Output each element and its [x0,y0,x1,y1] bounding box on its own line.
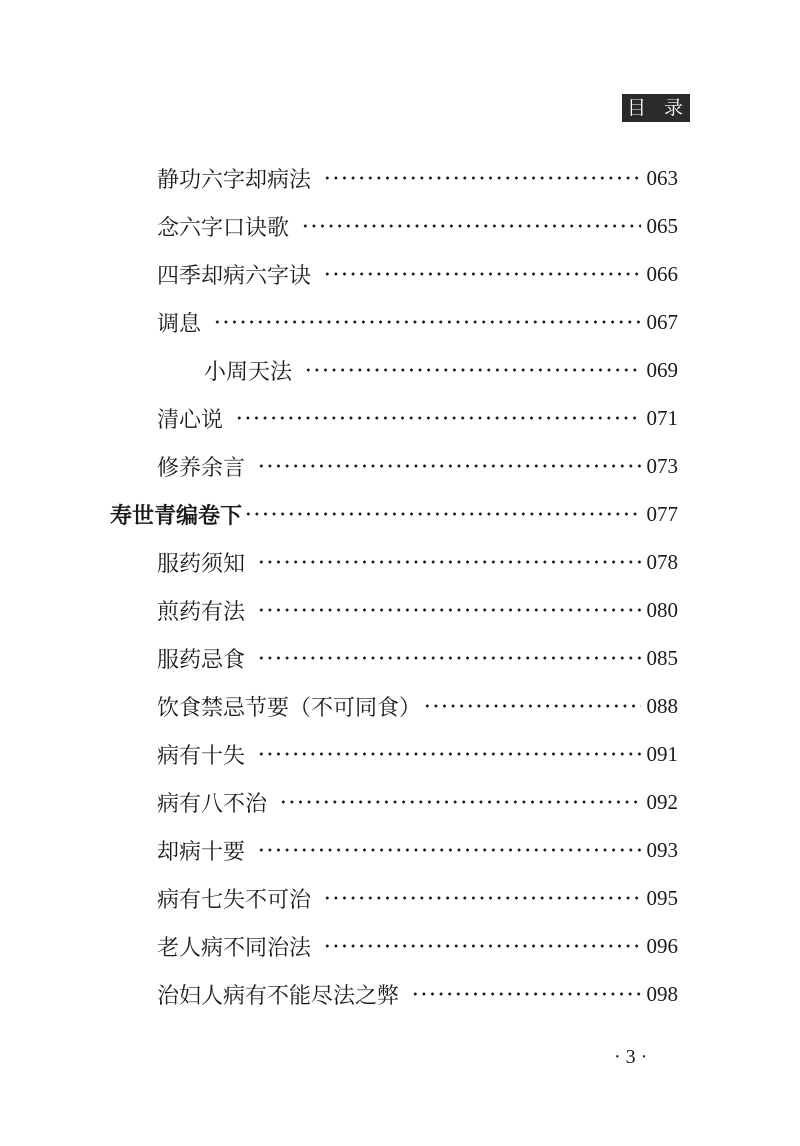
toc-entry-title: 却病十要 [157,839,246,865]
toc-entry[interactable] [157,830,678,870]
toc-entry-page: 095 [646,885,678,910]
toc-entry-page: 085 [646,645,678,670]
toc-entry-title: 老人病不同治法 [157,935,312,961]
toc-entry-page: 063 [646,165,678,190]
toc-leader-dots [323,926,640,966]
toc-entry[interactable] [157,302,678,342]
toc-leader-dots [279,782,640,822]
toc-leader-dots [323,158,640,198]
toc-entry[interactable] [204,350,678,390]
toc-entry-title: 念六字口诀歌 [157,215,290,241]
page-number: · 3 · [614,1046,648,1068]
toc-entry-title: 服药须知 [157,551,246,577]
toc-entry-title: 煎药有法 [157,599,246,625]
toc-leader-dots [257,446,640,486]
toc-leader-dots [257,830,640,870]
toc-entry[interactable] [157,398,678,438]
toc-leader-dots [304,350,640,390]
toc-entry[interactable] [157,686,678,726]
section-header-tab: 目 录 [622,94,690,122]
toc-entry[interactable] [157,878,678,918]
toc-entry-page: 092 [646,789,678,814]
toc-entry-page: 091 [646,741,678,766]
toc-entry-title: 调息 [157,311,202,337]
toc-entry-page: 065 [646,213,678,238]
toc-entry[interactable] [157,206,678,246]
toc-leader-dots [257,734,640,774]
toc-leader-dots [244,494,640,534]
toc-leader-dots [257,590,640,630]
toc-leader-dots [213,302,640,342]
toc-entry[interactable] [157,638,678,678]
toc-entry[interactable] [157,158,678,198]
toc-entry-page: 088 [646,693,678,718]
toc-entry[interactable] [157,782,678,822]
toc-leader-dots [323,254,640,294]
toc-entry[interactable] [157,926,678,966]
toc-entry-page: 078 [646,549,678,574]
toc-entry[interactable] [157,254,678,294]
toc-entry-page: 093 [646,837,678,862]
toc-entry-page: 066 [646,261,678,286]
toc-entry-title: 病有八不治 [157,791,268,817]
toc-entry[interactable] [157,542,678,582]
toc-entry-title: 病有十失 [157,743,246,769]
toc-leader-dots [423,686,640,726]
toc-chapter-entry[interactable] [110,494,678,534]
toc-entry-title: 病有七失不可治 [157,887,312,913]
toc-leader-dots [301,206,640,246]
toc-entry[interactable] [157,974,678,1014]
toc-entry-page: 080 [646,597,678,622]
toc-entry-page: 069 [646,357,678,382]
toc-entry-title: 静功六字却病法 [157,167,312,193]
toc-leader-dots [257,638,640,678]
toc-entry-title: 四季却病六字诀 [157,263,312,289]
toc-entry-title: 修养余言 [157,455,246,481]
toc-leader-dots [411,974,640,1014]
toc-entry-page: 096 [646,933,678,958]
toc-entry[interactable] [157,446,678,486]
toc-entry-page: 073 [646,453,678,478]
toc-entry-page: 071 [646,405,678,430]
toc-entry[interactable] [157,734,678,774]
toc-entry-title: 服药忌食 [157,647,246,673]
toc-leader-dots [235,398,640,438]
toc-entry-title: 清心说 [157,407,224,433]
toc-entry-page: 077 [646,501,678,526]
toc-entry-title: 治妇人病有不能尽法之弊 [157,983,400,1009]
toc-entry[interactable] [157,590,678,630]
toc-leader-dots [323,878,640,918]
toc-entry-page: 098 [646,981,678,1006]
toc-entry-title: 小周天法 [204,359,293,385]
toc-entry-title: 饮食禁忌节要（不可同食） [157,695,422,721]
toc-leader-dots [257,542,640,582]
toc-entry-page: 067 [646,309,678,334]
toc-chapter-title: 寿世青编卷下 [110,503,243,529]
